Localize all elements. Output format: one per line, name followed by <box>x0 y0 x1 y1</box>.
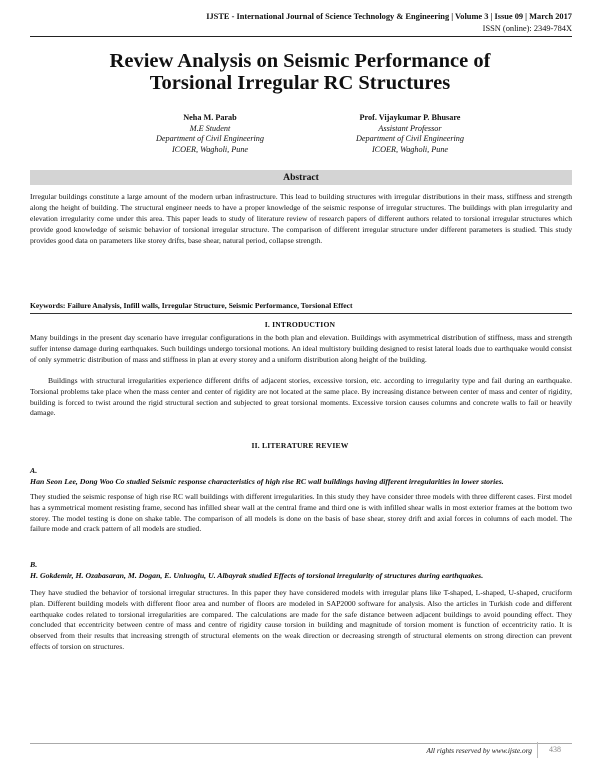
subsection-title: H. Gokdemir, H. Ozabasaran, M. Dogan, E. Unluoglu, U. Albayrak studied Effects of torsional irregularity of structures during earthquakes. <box>30 571 484 580</box>
issn-line: ISSN (online): 2349-784X <box>482 24 572 33</box>
keywords: Keywords: Failure Analysis, Infill walls, Irregular Structure, Seismic Performance, Torsional Effect <box>30 301 353 310</box>
author-block-1 <box>105 113 315 155</box>
title-line-1: Review Analysis on Seismic Performance of <box>109 50 491 72</box>
abstract-heading: Abstract <box>30 170 572 185</box>
author-name: Prof. Vijaykumar P. Bhusare <box>359 113 461 122</box>
author-inst: ICOER, Wagholi, Pune <box>171 144 249 154</box>
author-dept: Department of Civil Engineering <box>155 134 264 144</box>
page-number: 438 <box>537 742 572 758</box>
intro-paragraph-2: Buildings with structural irregularities experience different drifts of adjacent stories, excessive torsion, etc. according to irregularity type and fail during an earthquake. Torsional problems take place when the mass center and center of rigidity are not located at the same place. By increasing distance between center of mass and center of rigidity, building is forced to twist around the rigid structural section and subjected to great torsional moments. Excessive torsion causes columns and concrete walls to fail or heavily damage. <box>30 376 572 418</box>
subsection-heading-b <box>30 559 560 581</box>
author-dept: Department of Civil Engineering <box>355 134 464 144</box>
title-line-2: Torsional Irregular RC Structures <box>149 72 451 94</box>
subsection-heading-a <box>30 465 560 487</box>
intro-paragraph-1: Many buildings in the present day scenario have irregular configurations in the both plan and elevation. Buildings with asymmetrical distribution of stiffness, mass and strength suffer intense damage during earthquakes. Such buildings undergo torsional motions. An ideal multistory building designed to resist lateral loads due to earthquake would consist of only symmetric distribution of mass and stiffness in plan at every storey and a uniform distribution along height of the building. <box>30 333 572 364</box>
author-role: M.E Student <box>189 123 231 133</box>
subsection-label: B. <box>30 560 38 569</box>
author-role: Assistant Professor <box>378 123 442 133</box>
section-heading-literature-review: II. LITERATURE REVIEW <box>251 441 349 450</box>
footer-rights: All rights reserved by www.ijste.org <box>426 746 532 755</box>
abstract-rule <box>30 313 572 314</box>
author-block-2 <box>305 113 515 155</box>
footer-rule <box>30 743 572 744</box>
journal-header: IJSTE - International Journal of Science Technology & Engineering | Volume 3 | Issue 09 | March 2017 <box>206 12 572 21</box>
section-heading-introduction: I. INTRODUCTION <box>264 320 336 329</box>
paper-title <box>0 50 600 94</box>
author-inst: ICOER, Wagholi, Pune <box>371 144 449 154</box>
abstract-text: Irregular buildings constitute a large amount of the modern urban infrastructure. This lead to building structures with irregular distributions in their mass, stiffness and strength along the height of building. The structural engineer needs to have a proper knowledge of the seismic response of irregular structures. The buildings with plan irregularity and elevation irregularity come under this area. This paper leads to study of literature review of research papers of different authors related to torsional irregular structures which provide good knowledge of seismic behavior of torsional irregular structure. The comparison of different irregular structure under different parameters is studied. This study provides good data on parameters like storey drifts, base shear, natural period, collapse strength. <box>30 192 572 245</box>
header-rule <box>30 36 572 37</box>
subsection-b-paragraph: They have studied the behavior of torsional irregular structures. In this paper they have considered models with irregular plans like T-shaped, L-shaped, U-shaped, cruciform plan. Different building models with different floor area and number of floors are modeled in SAP2000 software for analysis. Also the articles in Turkish code and different earthquake codes related to torsional irregularities are compared. The calculations are made for the safe distance between adjacent buildings to avoid pounding effect. They concluded that eccentricity between centre of mass and centre of rigidity cause torsion in building and magnitude of torsion moment is function of eccentricity ratio. It is observed from their results that increasing strength of structural elements on the weak direction or decreasing strength of structural elements on strong direction can prevent effects of torsion on structures. <box>30 588 572 651</box>
subsection-a-paragraph: They studied the seismic response of high rise RC wall buildings with different irregularities. In this study they have consider three models with three different cases. First model has a symmetrical moment resisting frame, second has infilled shear wall at the central frame and third one is with infilled shear walls in most exterior frames at the bottom two storey. The model testing is done on shake table. The comparison of all models is done on the basis of base shear, storey drift and axial forces in columns of each model. The failure mode and crack pattern of all models are studied. <box>30 492 572 534</box>
subsection-title: Han Seon Lee, Dong Woo Co studied Seismic response characteristics of high rise RC wall buildings having different irregularities in lower stories. <box>30 477 504 486</box>
author-name: Neha M. Parab <box>183 113 237 122</box>
subsection-label: A. <box>30 466 38 475</box>
